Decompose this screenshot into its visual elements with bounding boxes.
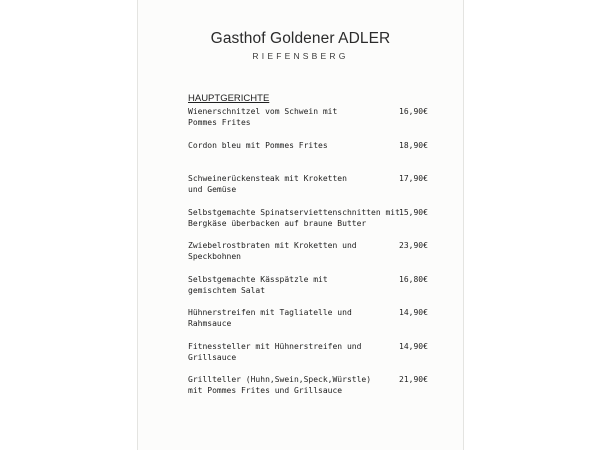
dish-name bbox=[188, 374, 383, 396]
dish-name-line: Speckbohnen bbox=[188, 252, 241, 261]
dish-name-line: Cordon bleu mit Pommes Frites bbox=[188, 140, 328, 150]
dish-name-line: Hühnerstreifen mit Tagliatelle und bbox=[188, 308, 352, 317]
dish-name bbox=[188, 240, 383, 262]
dish-name-line: und Gemüse bbox=[188, 185, 237, 194]
dish-price: 18,90€ bbox=[399, 140, 428, 150]
dish-name bbox=[188, 140, 383, 151]
dish-name-line: Selbstgemachte Kässpätzle mit bbox=[188, 274, 328, 284]
dish-name-line: Grillsauce bbox=[188, 352, 237, 362]
dish-name bbox=[188, 274, 383, 296]
menu-item bbox=[188, 307, 438, 341]
dish-name-line: Pommes Frites bbox=[188, 118, 251, 127]
menu-page bbox=[137, 0, 464, 450]
menu-item bbox=[188, 173, 438, 207]
dish-name-line: Rahmsauce bbox=[188, 319, 232, 328]
dish-price: 16,90€ bbox=[399, 107, 428, 116]
dish-name-line: Zwiebelrostbraten mit Kroketten und bbox=[188, 241, 357, 250]
dish-name bbox=[188, 207, 400, 229]
dish-name bbox=[188, 307, 383, 329]
dish-name-line: Fitnessteller mit Hühnerstreifen und bbox=[188, 341, 362, 351]
dish-price: 14,90€ bbox=[399, 308, 428, 317]
dish-name-line: mit Pommes Frites und Grillsauce bbox=[188, 386, 343, 395]
dish-list bbox=[188, 106, 438, 408]
restaurant-location: RIEFENSBERG bbox=[252, 51, 349, 61]
dish-name-line: Schweinerückensteak mit Kroketten bbox=[188, 174, 347, 183]
menu-item bbox=[188, 207, 438, 241]
menu-item bbox=[188, 106, 438, 140]
dish-price: 14,90€ bbox=[399, 341, 428, 351]
dish-name-line: Grillteller (Huhn,Swein,Speck,Würstle) bbox=[188, 375, 372, 384]
dish-name bbox=[188, 341, 383, 363]
dish-price: 15,90€ bbox=[399, 207, 428, 217]
dish-name bbox=[188, 106, 383, 128]
menu-item bbox=[188, 374, 438, 408]
menu-item bbox=[188, 140, 438, 174]
dish-price: 23,90€ bbox=[399, 241, 428, 250]
restaurant-name: Gasthof Goldener ADLER bbox=[210, 30, 391, 47]
dish-name-line: Bergkäse überbacken auf braune Butter bbox=[188, 218, 367, 228]
dish-name-line: Wienerschnitzel vom Schwein mit bbox=[188, 107, 338, 116]
dish-name-line: Selbstgemachte Spinatserviettenschnitten mit bbox=[188, 207, 400, 217]
dish-price: 21,90€ bbox=[399, 375, 428, 384]
dish-name bbox=[188, 173, 383, 195]
section-heading: HAUPTGERICHTE bbox=[188, 93, 270, 104]
dish-price: 17,90€ bbox=[399, 174, 428, 183]
menu-item bbox=[188, 240, 438, 274]
dish-name-line: gemischtem Salat bbox=[188, 285, 266, 295]
dish-price: 16,80€ bbox=[399, 274, 428, 284]
menu-item bbox=[188, 341, 438, 375]
menu-item bbox=[188, 274, 438, 308]
